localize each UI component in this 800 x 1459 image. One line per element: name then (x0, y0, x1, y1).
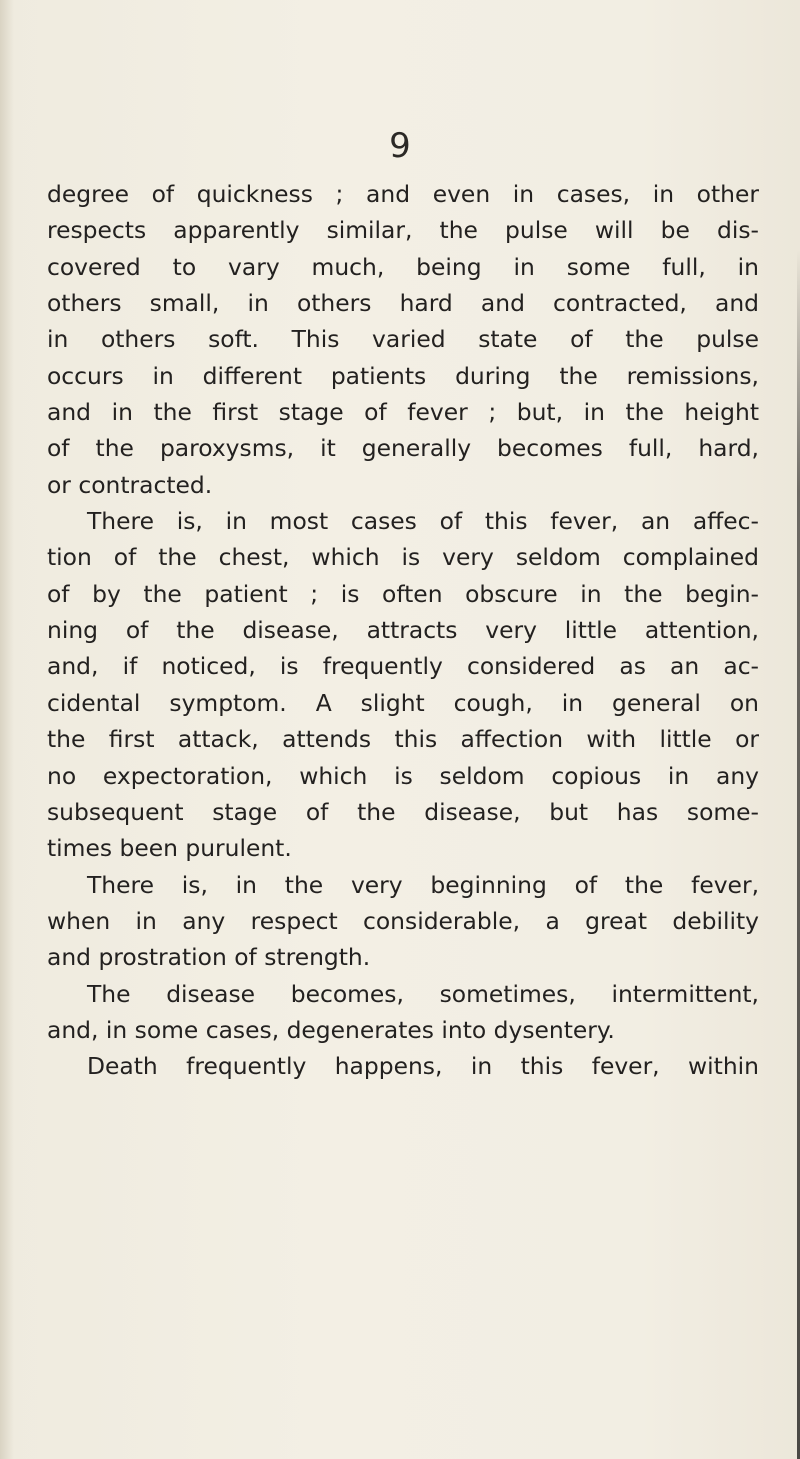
text-line: tion of the chest, which is very seldom complained (47, 543, 759, 572)
text-line: and prostration of strength. (47, 943, 371, 972)
text-line: when in any respect considerable, a great debility (47, 906, 759, 935)
text-line: respects apparently similar, the pulse will be dis- (47, 216, 759, 245)
text-line: There is, in the very beginning of the fever, (87, 870, 759, 899)
text-line: or contracted. (47, 470, 213, 499)
text-line: There is, in most cases of this fever, an affec- (87, 507, 759, 536)
text-line: in others soft. This varied state of the pulse (47, 325, 759, 354)
text-line: degree of quickness ; and even in cases, in other (47, 180, 759, 208)
text-line: Death frequently happens, in this fever, within (87, 1052, 759, 1081)
text-line: ning of the disease, attracts very little attention, (47, 616, 759, 645)
text-line: of by the patient ; is often obscure in the begin- (47, 579, 759, 608)
body-text (47, 176, 759, 1085)
text-line: others small, in others hard and contracted, and (47, 289, 759, 318)
text-line: covered to vary much, being in some full, in (47, 252, 759, 281)
text-line: occurs in different patients during the remissions, (47, 361, 759, 390)
text-line: subsequent stage of the disease, but has some- (47, 797, 759, 826)
text-line: cidental symptom. A slight cough, in general on (47, 688, 759, 717)
text-line: no expectoration, which is seldom copious in any (47, 761, 759, 790)
text-line: the first attack, attends this affection with little or (47, 725, 759, 754)
text-line: and in the first stage of fever ; but, in the height (47, 398, 759, 427)
binding-shadow (0, 0, 14, 1459)
text-line: times been purulent. (47, 834, 292, 863)
text-line: and, if noticed, is frequently considered as an ac- (47, 652, 759, 681)
text-line: and, in some cases, degenerates into dysentery. (47, 1015, 615, 1044)
text-line: of the paroxysms, it generally becomes full, hard, (47, 434, 759, 463)
page-number: 9 (389, 126, 411, 166)
text-line: The disease becomes, sometimes, intermittent, (87, 979, 759, 1008)
